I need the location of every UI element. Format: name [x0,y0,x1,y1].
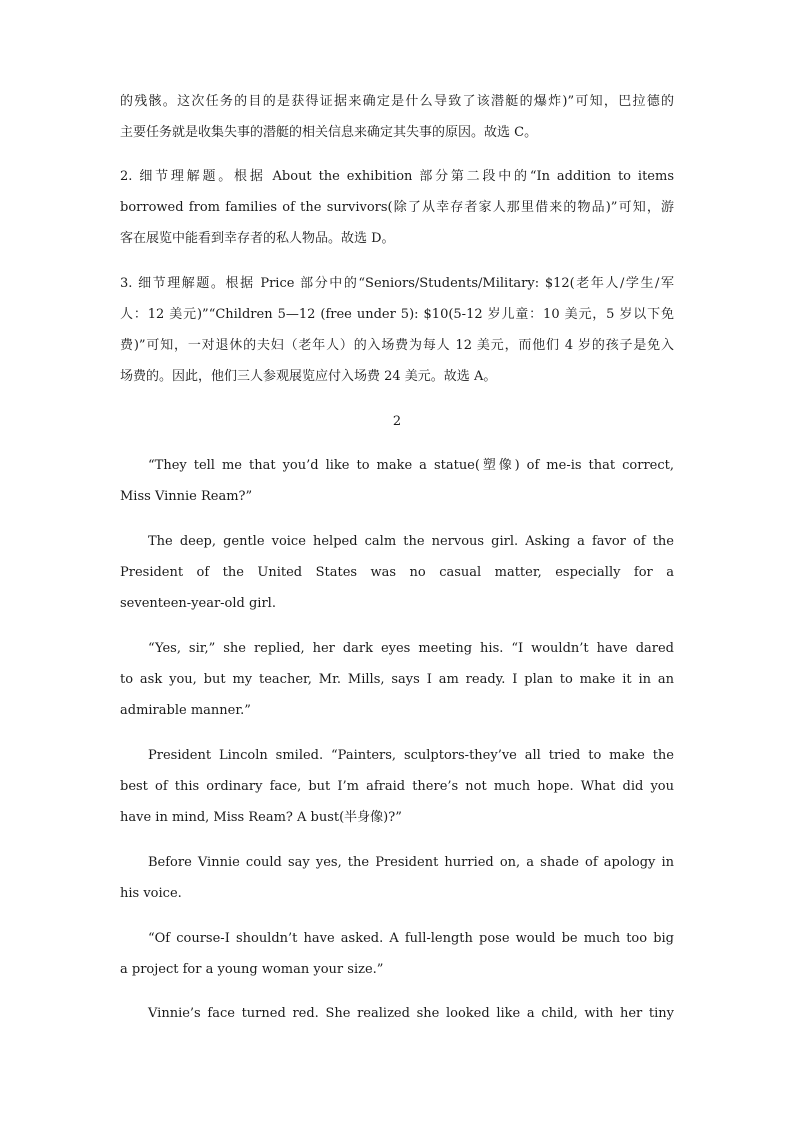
text-line: his voice. [120,886,182,901]
answer-paragraph-1 [120,86,674,148]
text-line: President of the United States was no casual matter, especially for a [120,565,674,580]
passage-paragraph-2 [120,526,674,619]
text-line: President Lincoln smiled. “Painters, sculptors-they’ve all tried to make the [148,748,674,763]
text-line: borrowed from families of the survivors(除了从幸存者家人那里借来的物品)”可知，游 [120,200,674,215]
passage-paragraph-5 [120,847,674,909]
text-line: “They tell me that you’d like to make a statue(塑像) of me-is that correct, [148,458,674,473]
text-line: 的残骸。这次任务的目的是获得证据来确定是什么导致了该潜艇的爆炸)”可知，巴拉德的 [120,94,674,109]
passage-paragraph-4 [120,740,674,833]
text-line: 人：12 美元)”“Children 5—12 (free under 5): $10(5-12 岁儿童：10 美元，5 岁以下免 [120,307,674,322]
text-line: seventeen-year-old girl. [120,596,276,611]
text-line: Miss Vinnie Ream?” [120,489,253,504]
text-line: have in mind, Miss Ream? A bust(半身像)?” [120,810,402,825]
text-line: 场费的。因此，他们三人参观展览应付入场费 24 美元。故选 A。 [120,369,497,384]
text-line: “Yes, sir,” she replied, her dark eyes meeting his. “I wouldn’t have dared [148,641,674,656]
answer-paragraph-2 [120,161,674,254]
passage-paragraph-7 [120,998,674,1029]
section-number: 2 [392,414,402,429]
text-line: to ask you, but my teacher, Mr. Mills, says I am ready. I plan to make it in an [120,672,674,687]
text-line: a project for a young woman your size.” [120,962,384,977]
text-line: Vinnie’s face turned red. She realized she looked like a child, with her tiny [148,1006,674,1021]
text-line: The deep, gentle voice helped calm the nervous girl. Asking a favor of the [148,534,674,549]
passage-paragraph-1 [120,450,674,512]
answer-paragraph-3 [120,268,674,392]
passage-paragraph-3 [120,633,674,726]
text-line: “Of course-I shouldn’t have asked. A full-length pose would be much too big [148,931,674,946]
text-line: 费)”可知，一对退休的夫妇（老年人）的入场费为每人 12 美元，而他们 4 岁的孩子是免入 [120,338,674,353]
text-line: 主要任务就是收集失事的潜艇的相关信息来确定其失事的原因。故选 C。 [120,125,538,140]
text-line: Before Vinnie could say yes, the President hurried on, a shade of apology in [148,855,674,870]
text-line: best of this ordinary face, but I’m afraid there’s not much hope. What did you [120,779,674,794]
text-line: admirable manner.” [120,703,251,718]
text-line: 2. 细节理解题。根据 About the exhibition 部分第二段中的“In addition to items [120,169,674,184]
passage-paragraph-6 [120,923,674,985]
text-line: 客在展览中能看到幸存者的私人物品。故选 D。 [120,231,395,246]
text-line: 3. 细节理解题。根据 Price 部分中的“Seniors/Students/Military: $12(老年人/学生/军 [120,276,674,291]
